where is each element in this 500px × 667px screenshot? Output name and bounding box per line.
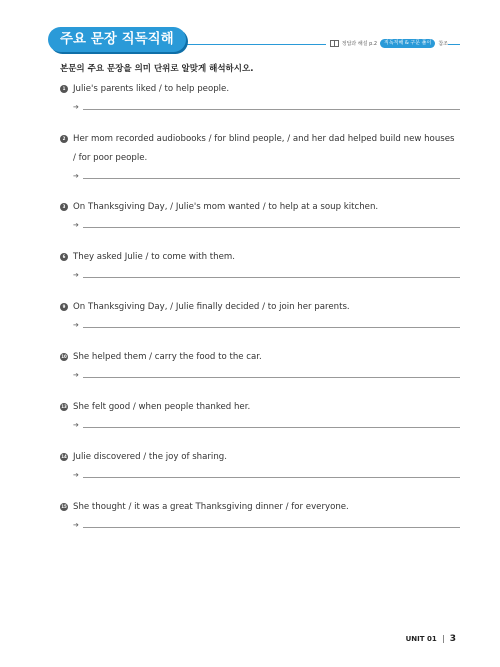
- answer-line[interactable]: [83, 377, 460, 378]
- arrow-icon: ➔: [73, 471, 79, 479]
- item-sentence: She thought / it was a great Thanksgiving dinner / for everyone.: [73, 502, 349, 512]
- item-number: 1: [60, 85, 68, 93]
- unit-label: UNIT 01: [405, 635, 437, 643]
- exercise-item: [60, 348, 460, 379]
- item-number: 10: [61, 354, 67, 359]
- arrow-icon: ➔: [73, 271, 79, 279]
- arrow-icon: ➔: [73, 172, 79, 180]
- item-number: 15: [61, 504, 67, 509]
- exercise-item: [60, 80, 460, 111]
- answer-line[interactable]: [83, 109, 460, 110]
- arrow-icon: ➔: [73, 371, 79, 379]
- section-title: 주요 문장 직독직해: [48, 27, 186, 52]
- exercise-item: [60, 498, 460, 529]
- ref-pill: 직독직해 & 구문 풀이: [380, 39, 435, 48]
- answer-line[interactable]: [83, 178, 460, 179]
- item-sentence: On Thanksgiving Day, / Julie finally decided / to join her parents.: [73, 302, 350, 312]
- page-number: 3: [449, 634, 456, 644]
- answer-line[interactable]: [83, 527, 460, 528]
- arrow-icon: ➔: [73, 103, 79, 111]
- answer-line[interactable]: [83, 327, 460, 328]
- arrow-icon: ➔: [73, 421, 79, 429]
- footer-divider: [443, 635, 444, 643]
- item-sentence: She helped them / carry the food to the car.: [73, 352, 262, 362]
- ref-suffix: 참조: [438, 41, 448, 47]
- exercise-item: [60, 448, 460, 479]
- item-number: 9: [60, 303, 68, 311]
- ref-prefix: 정답과 해설 p.2: [341, 41, 378, 47]
- item-number: 14: [61, 454, 67, 459]
- book-icon: [330, 40, 339, 47]
- arrow-icon: ➔: [73, 521, 79, 529]
- answer-line[interactable]: [83, 427, 460, 428]
- instruction: 본문의 주요 문장을 의미 단위로 알맞게 해석하시오.: [60, 64, 254, 74]
- item-sentence: They asked Julie / to come with them.: [73, 252, 235, 262]
- answer-line[interactable]: [83, 227, 460, 228]
- exercise-item: [60, 130, 460, 180]
- exercise-item: [60, 298, 460, 329]
- item-number: 2: [60, 135, 68, 143]
- arrow-icon: ➔: [73, 321, 79, 329]
- item-number: 13: [61, 404, 67, 409]
- arrow-icon: ➔: [73, 221, 79, 229]
- exercise-item: [60, 248, 460, 279]
- item-number: 6: [60, 253, 68, 261]
- item-sentence: Julie discovered / the joy of sharing.: [73, 452, 227, 462]
- item-sentence: On Thanksgiving Day, / Julie's mom wanted / to help at a soup kitchen.: [73, 202, 379, 212]
- item-sentence: Her mom recorded audiobooks / for blind people, / and her dad helped build new houses / for poor people.: [73, 134, 455, 163]
- answer-reference: [326, 38, 448, 49]
- page-footer: [406, 634, 456, 644]
- item-sentence: She felt good / when people thanked her.: [73, 402, 251, 412]
- exercise-item: [60, 198, 460, 229]
- answer-line[interactable]: [83, 477, 460, 478]
- answer-line[interactable]: [83, 277, 460, 278]
- item-sentence: Julie's parents liked / to help people.: [73, 84, 230, 94]
- exercise-item: [60, 398, 460, 429]
- item-number: 3: [60, 203, 68, 211]
